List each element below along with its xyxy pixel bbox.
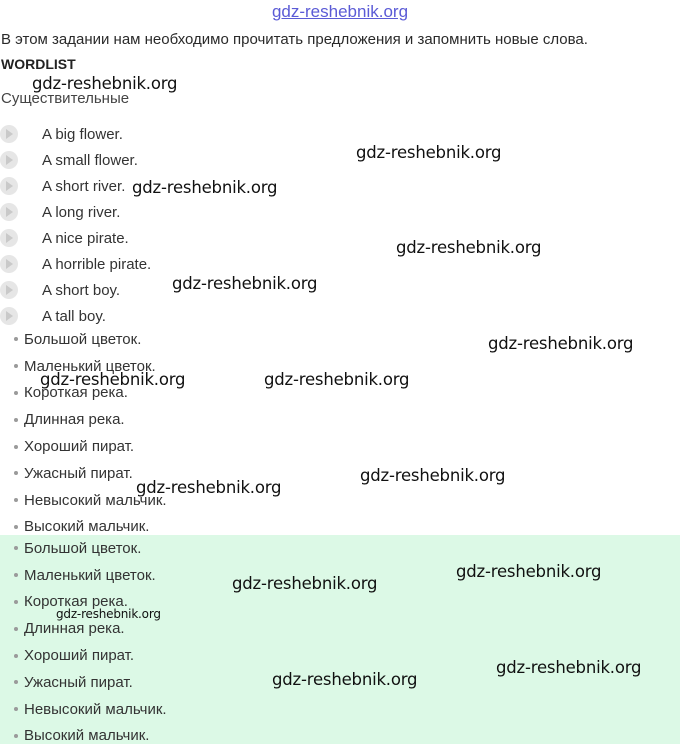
bullet-icon (14, 546, 18, 550)
translation-text: Большой цветок. (24, 330, 142, 348)
list-item (0, 696, 680, 723)
translation-text: Высокий мальчик. (24, 727, 150, 745)
phrase-row (0, 251, 151, 277)
phrase-text: A short boy. (42, 281, 121, 299)
watermark: gdz-reshebnik.org (56, 607, 161, 621)
play-audio-icon[interactable] (0, 281, 18, 299)
section-title: Существительные (1, 90, 130, 107)
bullet-icon (14, 391, 18, 395)
phrase-row (0, 147, 151, 173)
phrase-text: A small flower. (42, 151, 138, 169)
translation-text: Высокий мальчик. (24, 518, 150, 536)
translation-text: Маленький цветок. (24, 566, 156, 584)
bullet-icon (14, 445, 18, 449)
watermark: gdz-reshebnik.org (488, 334, 634, 353)
wordlist-title: WORDLIST (1, 56, 76, 72)
watermark: gdz-reshebnik.org (360, 466, 506, 485)
watermark: gdz-reshebnik.org (232, 574, 378, 593)
watermark: gdz-reshebnik.org (132, 178, 278, 197)
play-audio-icon[interactable] (0, 177, 18, 195)
phrase-row (0, 199, 151, 225)
english-phrase-list (0, 121, 151, 329)
bullet-icon (14, 337, 18, 341)
bullet-icon (14, 707, 18, 711)
watermark: gdz-reshebnik.org (172, 274, 318, 293)
bullet-icon (14, 654, 18, 658)
translation-text: Длинная река. (24, 620, 125, 638)
watermark: gdz-reshebnik.org (456, 562, 602, 581)
play-audio-icon[interactable] (0, 125, 18, 143)
bullet-icon (14, 498, 18, 502)
watermark: gdz-reshebnik.org (356, 143, 502, 162)
bullet-icon (14, 525, 18, 529)
play-audio-icon[interactable] (0, 307, 18, 325)
translation-text: Большой цветок. (24, 539, 142, 557)
task-intro: В этом задании нам необходимо прочитать предложения и запомнить новые слова. (1, 31, 588, 48)
watermark: gdz-reshebnik.org (272, 670, 418, 689)
bullet-icon (14, 600, 18, 604)
translation-text: Хороший пират. (24, 647, 135, 665)
play-audio-icon[interactable] (0, 203, 18, 221)
watermark: gdz-reshebnik.org (32, 74, 178, 93)
phrase-row (0, 121, 151, 147)
list-item (0, 723, 680, 749)
phrase-text: A horrible pirate. (42, 255, 152, 273)
list-item (0, 433, 680, 460)
bullet-icon (14, 364, 18, 368)
watermark: gdz-reshebnik.org (136, 478, 282, 497)
bullet-icon (14, 418, 18, 422)
watermark: gdz-reshebnik.org (40, 370, 186, 389)
watermark: gdz-reshebnik.org (496, 658, 642, 677)
translation-text: Невысокий мальчик. (24, 700, 167, 718)
translation-text: Короткая река. (24, 384, 128, 402)
translation-text: Ужасный пират. (24, 673, 133, 691)
translation-text: Хороший пират. (24, 438, 135, 456)
play-audio-icon[interactable] (0, 255, 18, 273)
translation-text: Невысокий мальчик. (24, 491, 167, 509)
phrase-text: A short river. (42, 177, 126, 195)
watermark: gdz-reshebnik.org (264, 370, 410, 389)
list-item (0, 487, 680, 514)
translation-text: Короткая река. (24, 593, 128, 611)
bullet-icon (14, 573, 18, 577)
bullet-icon (14, 680, 18, 684)
site-header-link[interactable]: gdz-reshebnik.org (271, 2, 409, 21)
bullet-icon (14, 471, 18, 475)
phrase-text: A long river. (42, 203, 121, 221)
play-audio-icon[interactable] (0, 151, 18, 169)
translation-list (0, 326, 680, 540)
phrase-row (0, 277, 151, 303)
bullet-icon (14, 734, 18, 738)
phrase-row (0, 225, 151, 251)
translation-text: Маленький цветок. (24, 357, 156, 375)
watermark: gdz-reshebnik.org (396, 238, 542, 257)
phrase-text: A big flower. (42, 125, 123, 143)
list-item (0, 535, 680, 562)
bullet-icon (14, 627, 18, 631)
phrase-text: A nice pirate. (42, 229, 129, 247)
phrase-text: A tall boy. (42, 307, 106, 325)
translation-text: Ужасный пират. (24, 464, 133, 482)
list-item (0, 406, 680, 433)
list-item (0, 460, 680, 487)
phrase-row (0, 173, 151, 199)
play-audio-icon[interactable] (0, 229, 18, 247)
translation-text: Длинная река. (24, 411, 125, 429)
